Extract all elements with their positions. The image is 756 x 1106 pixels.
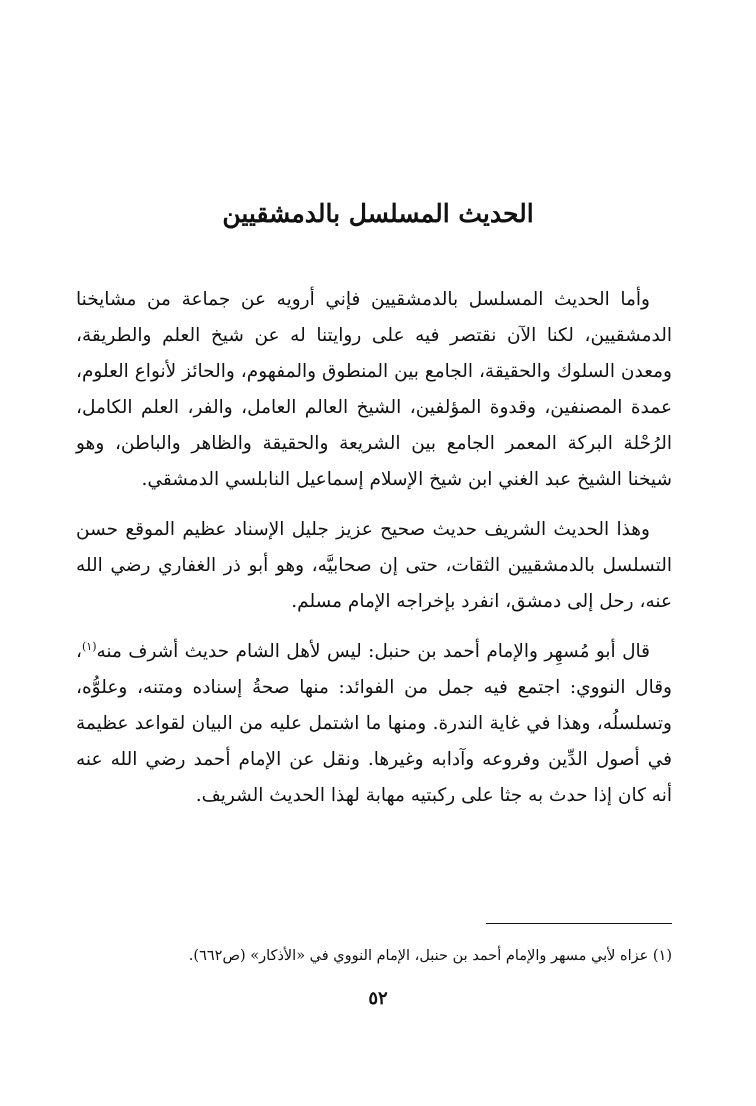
paragraph-1: وأما الحديث المسلسل بالدمشقيين فإني أرويه عن جماعة من مشايخنا الدمشقيين، لكنا الآن نقتصر فيه على روايتنا له عن شيخ العلم والطريقة، ومعدن السلوك والحقيقة، الجامع بين المنطوق والمفهوم، والحائز لأنواع العلوم، عمدة المصنفين، وقدوة المؤلفين، الشيخ العالم العامل، والفر، العلم الكامل، الرُحْلة البركة المعمر الجامع بين الشريعة والحقيقة والظاهر والباطن، وهو شيخنا الشيخ عبد الغني ابن شيخ الإسلام إسماعيل النابلسي الدمشقي.	[76, 289, 672, 490]
paragraph-2: وهذا الحديث الشريف حديث صحيح عزيز جليل الإسناد عظيم الموقع حسن التسلسل بالدمشقيين الثقات، حتى إن صحابيَّه، وهو أبو ذر الغفاري رضي الله عنه، رحل إلى دمشق، انفرد بإخراجه الإمام مسلم.	[76, 519, 672, 612]
paragraph-3-end: ، وقال النووي: اجتمع فيه جمل من الفوائد: منها صحةُ إسناده ومتنه، وعلوُّه، وتسلسلُه، وهذا في غاية الندرة. ومنها ما اشتمل عليه من البيان لقواعد عظيمة في أصول الدِّين وفروعه وآدابه وغيرها. ونقل عن الإمام أحمد رضي الله عنه أنه كان إذا حدث به جثا على ركبتيه مهابة لهذا الحديث الشريف.	[76, 641, 672, 806]
footnote: (١) عزاه لأبي مسهر والإمام أحمد بن حنبل، الإمام النووي في «الأذكار» (ص٦٦٢).	[188, 948, 672, 964]
body-text	[76, 282, 672, 828]
paragraph-3	[76, 634, 672, 814]
footnote-separator	[486, 923, 672, 924]
paragraph-3-start: قال أبو مُسهِر والإمام أحمد بن حنبل: ليس لأهل الشام حديث أشرف منه	[96, 641, 650, 662]
footnote-reference[interactable]: (١)	[81, 639, 97, 653]
chapter-title: الحديث المسلسل بالدمشقيين	[222, 199, 534, 228]
page-number: ٥٢	[368, 988, 388, 1009]
